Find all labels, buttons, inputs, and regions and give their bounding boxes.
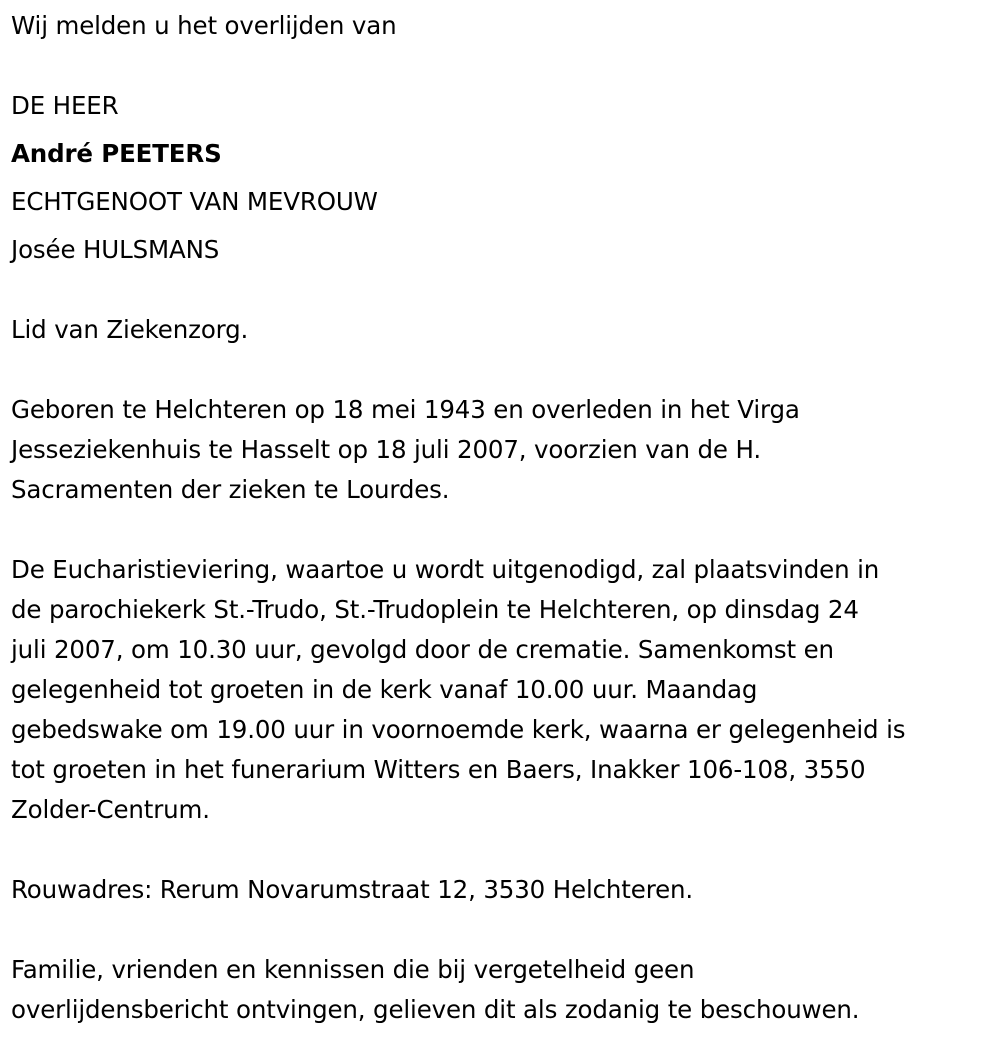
ceremony-line: gelegenheid tot groeten in de kerk vanaf 10.00 uur. Maandag xyxy=(11,675,758,704)
birth-death-line: Sacramenten der zieken te Lourdes. xyxy=(11,475,450,504)
intro-text: Wij melden u het overlijden van xyxy=(11,11,397,40)
birth-death-line: Geboren te Helchteren op 18 mei 1943 en overleden in het Virga xyxy=(11,395,800,424)
membership-text: Lid van Ziekenzorg. xyxy=(11,315,249,344)
ceremony-line: De Eucharistieviering, waartoe u wordt uitgenodigd, zal plaatsvinden in xyxy=(11,555,880,584)
closing-line: overlijdensbericht ontvingen, gelieven dit als zodanig te beschouwen. xyxy=(11,995,860,1024)
ceremony-line: Zolder-Centrum. xyxy=(11,795,210,824)
ceremony-line: gebedswake om 19.00 uur in voornoemde kerk, waarna er gelegenheid is xyxy=(11,715,906,744)
title-text: DE HEER xyxy=(11,91,119,120)
ceremony-line: tot groeten in het funerarium Witters en Baers, Inakker 106-108, 3550 xyxy=(11,755,866,784)
address-text: Rouwadres: Rerum Novarumstraat 12, 3530 Helchteren. xyxy=(11,875,694,904)
deceased-name: André PEETERS xyxy=(11,139,222,168)
ceremony-line: de parochiekerk St.-Trudo, St.-Trudoplein te Helchteren, op dinsdag 24 xyxy=(11,595,859,624)
spouse-label: ECHTGENOOT VAN MEVROUW xyxy=(11,187,378,216)
closing-line: Familie, vrienden en kennissen die bij vergetelheid geen xyxy=(11,955,695,984)
spouse-name: Josée HULSMANS xyxy=(11,235,220,264)
ceremony-line: juli 2007, om 10.30 uur, gevolgd door de crematie. Samenkomst en xyxy=(11,635,834,664)
birth-death-line: Jesseziekenhuis te Hasselt op 18 juli 2007, voorzien van de H. xyxy=(11,435,761,464)
